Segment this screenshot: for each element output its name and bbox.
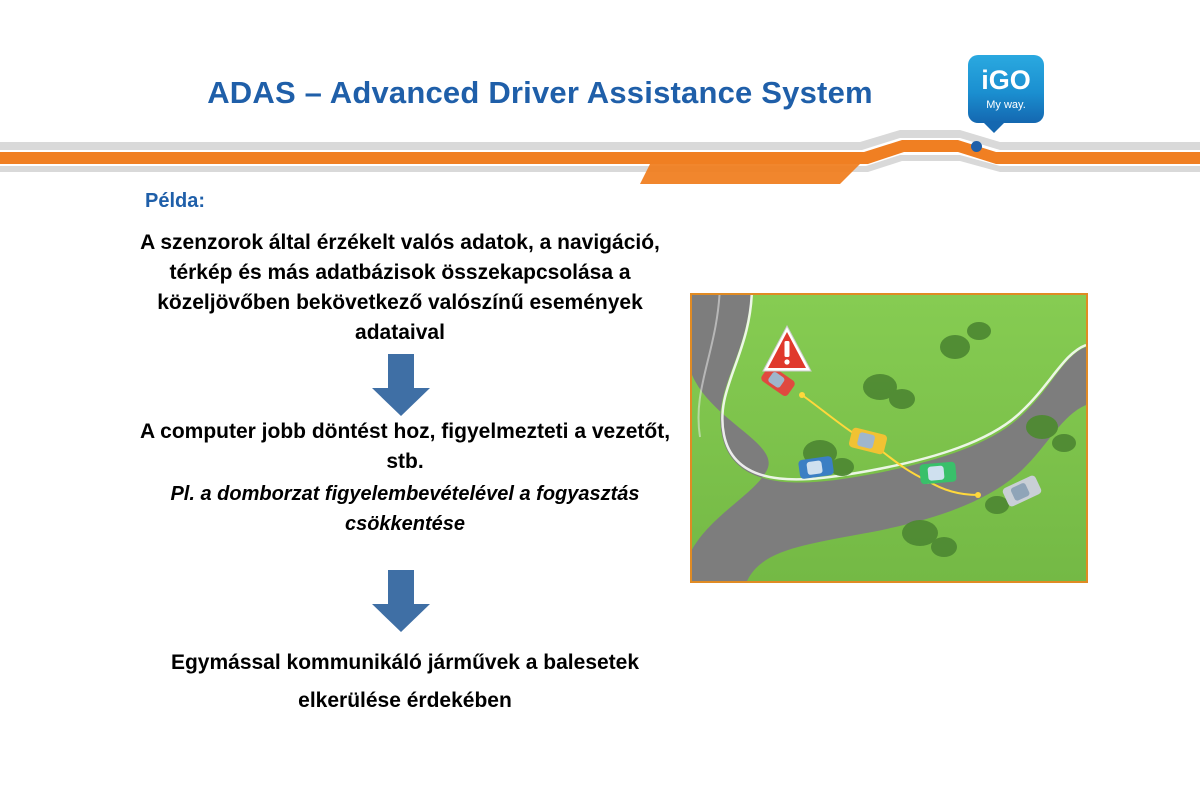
down-arrow-icon-second [368,568,434,634]
section-label: Példa: [145,190,206,212]
paragraph-four: Egymással kommunikáló járművek a balesetek elkerülése érdekében [170,651,640,712]
adas-illustration [690,293,1088,583]
paragraph-one: A szenzorok által érzékelt valós adatok, a navigáció, térkép és más adatbázisok összekapcsolása a közeljövőben bekövetkező valószínű események adataival [140,231,660,344]
slide-header [0,0,1200,190]
page-title: ADAS – Advanced Driver Assistance System [207,75,873,110]
down-arrow-icon-first [368,352,434,418]
logo-tagline: My way. [986,99,1026,111]
ribbon-dot [971,141,982,152]
logo-name: iGO [981,65,1031,95]
paragraph-three: Pl. a domborzat figyelembevételével a fogyasztás csökkentése [170,483,640,535]
header-ribbon-decoration [0,128,1200,190]
paragraph-two: A computer jobb döntést hoz, figyelmezteti a vezetőt, stb. [139,420,671,473]
